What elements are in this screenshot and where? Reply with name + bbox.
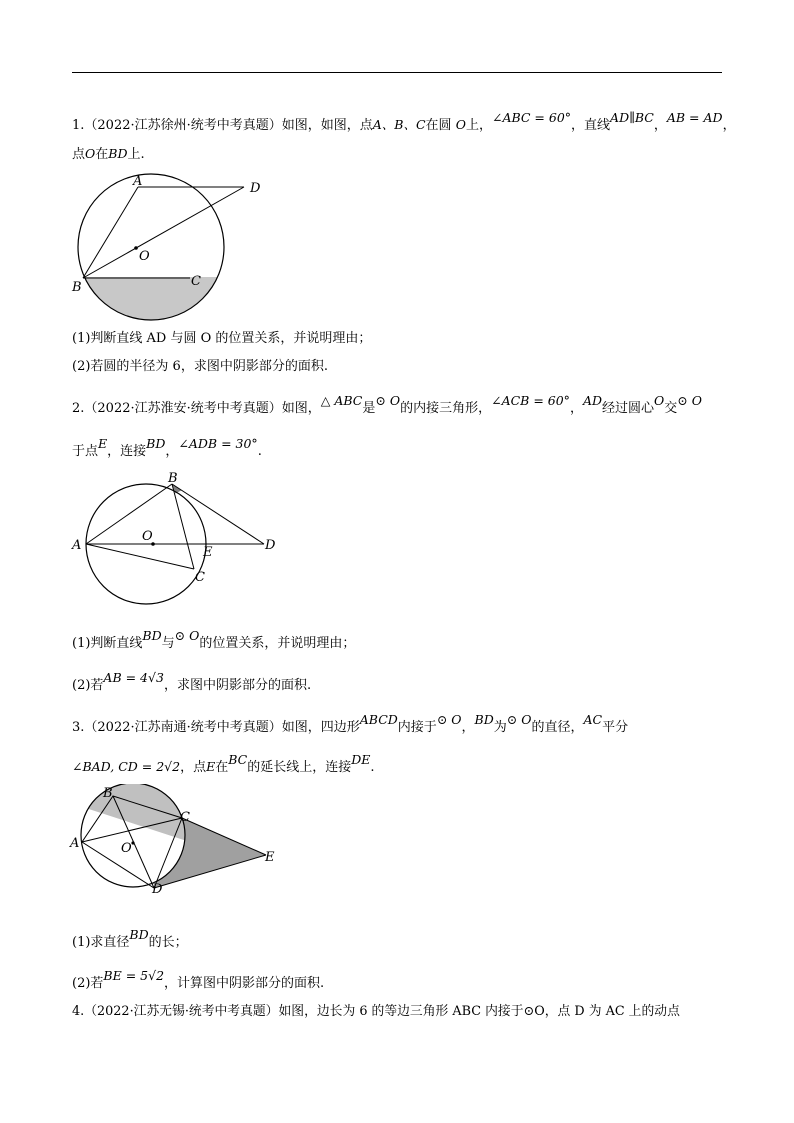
- q2-label-c: C: [195, 570, 205, 585]
- q1-line-bd: [83, 187, 244, 278]
- q3-label-o: O: [121, 841, 132, 856]
- q2-label-e: E: [203, 545, 213, 560]
- q3-de: DE: [351, 752, 371, 767]
- q3-line1: [72, 712, 629, 736]
- q1-head: 1.（2022·江苏徐州·统考中考真题）如图，如图，点: [72, 118, 373, 133]
- q3-be: BE = 5√2: [103, 968, 165, 983]
- q1-text: ，: [653, 118, 667, 133]
- q3-bc: BC: [228, 752, 248, 767]
- q3-part2: [72, 968, 325, 992]
- q3-text: 平分: [602, 720, 629, 735]
- q3-bd: BD: [129, 927, 149, 942]
- q1-center-dot: [134, 246, 138, 250]
- q3-figure: [66, 784, 286, 894]
- q2-text: 交: [664, 401, 678, 416]
- q2-line1: [72, 393, 702, 417]
- q1-line2: [72, 146, 145, 163]
- q3-text: ，计算图中阴影部分的面积.: [164, 976, 325, 991]
- q3-e: E: [206, 759, 216, 774]
- q1-part1: (1)判断直线 AD 与圆 O 的位置关系，并说明理由；: [72, 331, 372, 346]
- q2-text: 经过圆心: [602, 401, 655, 416]
- q2-ad: AD: [582, 393, 603, 408]
- q3-abcd: ABCD: [359, 712, 398, 727]
- q1-text: 上.: [127, 147, 145, 162]
- q3-text: .: [370, 760, 375, 775]
- q2-text: ，求图中阴影部分的面积.: [163, 678, 312, 693]
- q2-part1: [72, 628, 356, 652]
- q2-o: O: [654, 393, 665, 408]
- q1-parallel: AD∥BC: [610, 110, 654, 125]
- q2-circle-o: ⊙ O: [375, 393, 401, 408]
- q3-text: 为: [493, 720, 507, 735]
- q2-text: 是: [362, 401, 376, 416]
- q2-e: E: [98, 436, 108, 451]
- q2-bd: BD: [142, 628, 162, 643]
- q1-text: ，: [722, 118, 736, 133]
- q2-head: 2.（2022·江苏淮安·统考中考真题）如图，: [72, 401, 321, 416]
- q2-text: ，: [569, 401, 583, 416]
- q2-part2: [72, 670, 312, 694]
- q3-text: 的直径，: [531, 720, 584, 735]
- q1-bd: BD: [108, 146, 128, 161]
- q2-angle: ∠ACB = 60°: [491, 393, 570, 408]
- q3-text: (2)若: [72, 976, 104, 991]
- q1-eq: AB = AD: [666, 110, 723, 125]
- q2-circle-o: ⊙ O: [174, 628, 200, 643]
- q2-text: 于点: [72, 444, 99, 459]
- q3-text: 的长；: [148, 935, 188, 950]
- q3-label-c: C: [180, 810, 190, 825]
- q2-text: (2)若: [72, 678, 104, 693]
- q1-points: A、B、C: [372, 117, 426, 132]
- q3-bd: BD: [474, 712, 494, 727]
- q2-text: 的内接三角形，: [400, 401, 492, 416]
- q3-label-d: D: [152, 882, 163, 894]
- q1-text: 上，: [465, 118, 492, 133]
- q1-line1: [72, 110, 736, 134]
- q1-o: O: [455, 117, 466, 132]
- q2-line2: [72, 436, 262, 460]
- q3-part1: [72, 927, 188, 951]
- q2-label-o: O: [142, 529, 153, 544]
- q1-label-a: A: [133, 174, 143, 189]
- q1-text: 在: [95, 147, 109, 162]
- q1-text: 点: [72, 147, 86, 162]
- q2-text: ，连接: [107, 444, 147, 459]
- q1-shaded-segment: [66, 277, 276, 322]
- q3-label-e: E: [265, 850, 275, 865]
- q1-text: 在圆: [425, 118, 452, 133]
- q1-figure: [66, 172, 276, 322]
- q1-label-o: O: [139, 249, 150, 264]
- q3-label-a: A: [70, 836, 80, 851]
- q3-circle-o2: ⊙ O: [506, 712, 532, 727]
- q2-line-ac: [86, 544, 194, 569]
- q3-text: (1)求直径: [72, 935, 130, 950]
- q3-head: 3.（2022·江苏南通·统考中考真题）如图，四边形: [72, 720, 360, 735]
- q3-label-b: B: [103, 786, 113, 801]
- q1-angle: ∠ABC = 60°: [491, 110, 572, 125]
- q1-label-d: D: [250, 181, 261, 196]
- q3-text: 的延长线上，连接: [247, 760, 352, 775]
- q2-text: (1)判断直线: [72, 636, 143, 651]
- q2-label-a: A: [72, 538, 82, 553]
- q3-center-dot: [131, 841, 134, 844]
- q2-line-bd: [172, 484, 264, 544]
- q3-ac: AC: [583, 712, 603, 727]
- q1-label-b: B: [72, 280, 82, 295]
- q3-text: 内接于: [397, 720, 437, 735]
- q1-line-ab: [83, 187, 138, 278]
- q2-ab: AB = 4√3: [103, 670, 164, 685]
- q1-text: ，直线: [571, 118, 611, 133]
- q1-part2: (2)若圆的半径为 6，求图中阴影部分的面积.: [72, 359, 328, 374]
- q3-circle-o: ⊙ O: [436, 712, 462, 727]
- q3-condition: ∠BAD, CD = 2√2: [72, 759, 181, 774]
- q1-label-c: C: [191, 274, 201, 289]
- q3-line2: [72, 752, 375, 776]
- header-rule: [72, 72, 722, 73]
- q2-text: ，: [165, 444, 179, 459]
- q2-text: 的位置关系，并说明理由；: [199, 636, 356, 651]
- q1-o2: O: [85, 146, 96, 161]
- q2-text: .: [257, 444, 262, 459]
- q2-text: 与: [161, 636, 175, 651]
- q4-line1: 4.（2022·江苏无锡·统考中考真题）如图，边长为 6 的等边三角形 ABC 内接于⊙O，点 D 为 AC 上的动点: [72, 1004, 680, 1019]
- q2-line-ab: [86, 484, 172, 544]
- q2-angle2: ∠ADB = 30°: [178, 436, 258, 451]
- q2-circle-o2: ⊙ O: [677, 393, 702, 408]
- q2-triangle: △ ABC: [320, 393, 363, 408]
- q2-label-b: B: [168, 472, 178, 486]
- q3-text: ，点: [180, 760, 207, 775]
- q2-bd: BD: [146, 436, 166, 451]
- q3-text: 在: [215, 760, 229, 775]
- q3-text: ，: [461, 720, 475, 735]
- q2-figure: [68, 472, 288, 612]
- q2-label-d: D: [265, 538, 276, 553]
